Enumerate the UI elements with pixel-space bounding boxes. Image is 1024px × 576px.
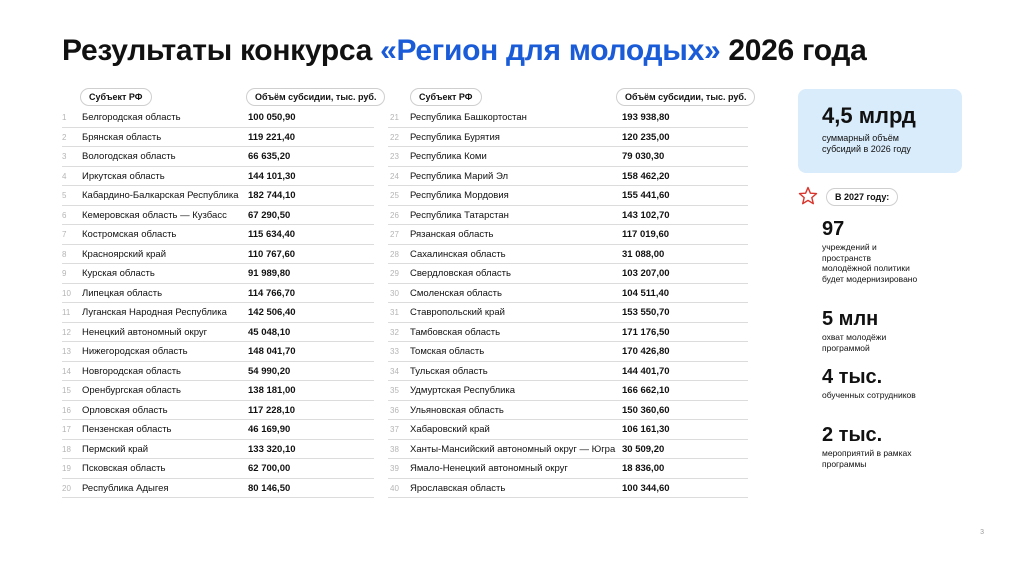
region-name: Республика Башкортостан (410, 112, 527, 123)
table-row (62, 401, 374, 421)
subsidy-amount: 142 506,40 (248, 307, 296, 318)
table-row (62, 479, 374, 499)
subsidy-amount: 138 181,00 (248, 385, 296, 396)
region-name: Белгородская область (82, 112, 181, 123)
row-number: 37 (390, 425, 399, 434)
stat-description: учреждений и пространств молодёжной политики будет модернизировано (822, 242, 918, 284)
region-name: Оренбургская область (82, 385, 181, 396)
subsidy-amount: 100 050,90 (248, 112, 296, 123)
subsidy-amount: 148 041,70 (248, 346, 296, 357)
row-number: 29 (390, 269, 399, 278)
subsidy-amount: 104 511,40 (622, 287, 670, 299)
row-number: 40 (390, 483, 399, 493)
region-name: Республика Марий Эл (410, 170, 509, 182)
row-number: 12 (62, 327, 71, 337)
row-number: 25 (390, 191, 399, 200)
table-row (62, 167, 374, 187)
row-number: 5 (62, 191, 67, 200)
table-row (388, 420, 748, 440)
subsidy-amount: 66 635,20 (248, 151, 291, 162)
region-name: Томская область (410, 346, 485, 357)
row-number: 4 (62, 171, 67, 181)
row-number: 16 (62, 405, 71, 415)
region-name: Ханты-Мансийский автономный округ — Югра (410, 443, 616, 455)
subsidy-amount: 158 462,20 (622, 170, 670, 182)
region-name: Республика Бурятия (410, 131, 500, 143)
row-number: 27 (390, 230, 399, 239)
row-number: 24 (390, 171, 399, 181)
table-row (388, 167, 748, 187)
region-name: Удмуртская Республика (410, 385, 516, 396)
region-name: Брянская область (82, 131, 162, 143)
row-number: 21 (390, 113, 399, 122)
region-name: Пермский край (82, 443, 149, 455)
region-name: Костромская область (82, 229, 177, 240)
row-number: 35 (390, 386, 399, 395)
region-name: Ставропольский край (410, 307, 505, 318)
table-row (62, 128, 374, 148)
subsidy-amount: 155 441,60 (622, 190, 670, 201)
table-row (62, 303, 374, 323)
table-row (62, 381, 374, 401)
row-number: 28 (390, 249, 399, 259)
row-number: 26 (390, 210, 399, 220)
table-row (388, 323, 748, 343)
row-number: 17 (62, 425, 71, 434)
row-number: 9 (62, 269, 67, 278)
table-row (62, 284, 374, 304)
table-row (388, 303, 748, 323)
table-row (388, 225, 748, 245)
region-name: Ямало-Ненецкий автономный округ (410, 463, 568, 474)
row-number: 14 (62, 366, 71, 376)
table-row (388, 401, 748, 421)
subsidy-amount: 119 221,40 (248, 131, 296, 143)
region-name: Хабаровский край (410, 424, 490, 435)
subsidy-amount: 117 019,60 (622, 229, 670, 240)
title-part1: Результаты конкурса (62, 34, 381, 67)
column-header-region: Субъект РФ (80, 88, 152, 106)
page-title (62, 34, 867, 68)
row-number: 36 (390, 405, 399, 415)
table-row (388, 147, 748, 167)
region-name: Псковская область (82, 463, 166, 474)
subsidy-amount: 103 207,00 (622, 268, 670, 279)
subsidy-amount: 31 088,00 (622, 248, 665, 260)
region-name: Кемеровская область — Кузбасс (82, 209, 227, 221)
region-name: Луганская Народная Республика (82, 307, 227, 318)
table-row (388, 108, 748, 128)
region-name: Нижегородская область (82, 346, 188, 357)
summary-value: 4,5 млрд (822, 103, 916, 128)
region-name: Ярославская область (410, 482, 506, 494)
subsidy-amount: 133 320,10 (248, 443, 296, 455)
table-row (62, 342, 374, 362)
region-name: Красноярский край (82, 248, 166, 260)
row-number: 3 (62, 152, 67, 161)
region-name: Смоленская область (410, 287, 502, 299)
stat-description: мероприятий в рамках программы (822, 448, 912, 469)
subsidy-amount: 193 938,80 (622, 112, 670, 123)
region-name: Рязанская область (410, 229, 494, 240)
subsidy-amount: 143 102,70 (622, 209, 670, 221)
region-name: Тульская область (410, 365, 488, 377)
table-header (388, 88, 748, 106)
row-number: 13 (62, 347, 71, 356)
subsidy-amount: 91 989,80 (248, 268, 291, 279)
table-row (388, 206, 748, 226)
row-number: 7 (62, 230, 67, 239)
row-number: 11 (62, 308, 71, 317)
region-name: Республика Адыгея (82, 482, 169, 494)
region-name: Курская область (82, 268, 155, 279)
subsidy-amount: 120 235,00 (622, 131, 670, 143)
table-row (388, 264, 748, 284)
row-number: 31 (390, 308, 399, 317)
region-name: Липецкая область (82, 287, 163, 299)
table-row (388, 128, 748, 148)
stat-facilities (822, 218, 922, 284)
subsidy-amount: 45 048,10 (248, 326, 291, 338)
table-row (388, 342, 748, 362)
subsidy-amount: 46 169,90 (248, 424, 291, 435)
subsidy-amount: 67 290,50 (248, 209, 291, 221)
table-row (62, 225, 374, 245)
subsidy-amount: 110 767,60 (248, 248, 296, 260)
table-row (388, 245, 748, 265)
region-name: Республика Коми (410, 151, 487, 162)
table-row (388, 479, 748, 499)
subsidy-amount: 166 662,10 (622, 385, 670, 396)
subsidy-amount: 171 176,50 (622, 326, 670, 338)
row-number: 18 (62, 444, 71, 454)
table-header (62, 88, 377, 106)
table-row (62, 147, 374, 167)
stat-value: 4 тыс. (822, 366, 883, 388)
region-name: Новгородская область (82, 365, 181, 377)
row-number: 8 (62, 249, 67, 259)
subsidy-amount: 150 360,60 (622, 404, 670, 416)
table-row (388, 381, 748, 401)
region-name: Республика Мордовия (410, 190, 509, 201)
table-row (62, 245, 374, 265)
row-number: 2 (62, 132, 67, 142)
row-number: 34 (390, 366, 399, 376)
page-number: 3 (980, 529, 984, 536)
row-number: 15 (62, 386, 71, 395)
row-number: 23 (390, 152, 399, 161)
column-header-amount: Объём субсидии, тыс. руб. (616, 88, 755, 106)
title-accent: «Регион для молодых» (380, 34, 721, 67)
year-2027-badge: В 2027 году: (826, 188, 898, 206)
title-part2: 2026 года (720, 34, 867, 67)
subsidy-amount: 144 401,70 (622, 365, 670, 377)
subsidy-amount: 117 228,10 (248, 404, 296, 416)
row-number: 6 (62, 210, 67, 220)
stat-trained-staff (822, 366, 922, 401)
subsidy-table-right (388, 88, 748, 498)
row-number: 38 (390, 444, 399, 454)
stat-value: 2 тыс. (822, 424, 883, 446)
row-number: 32 (390, 327, 399, 337)
stat-value: 5 млн (822, 308, 879, 330)
row-number: 10 (62, 288, 71, 298)
table-row (62, 108, 374, 128)
region-name: Орловская область (82, 404, 168, 416)
region-name: Тамбовская область (410, 326, 501, 338)
table-row (388, 186, 748, 206)
subsidy-amount: 170 426,80 (622, 346, 670, 357)
summary-description: суммарный объём субсидий в 2026 году (822, 133, 911, 154)
subsidy-amount: 106 161,30 (622, 424, 670, 435)
region-name: Сахалинская область (410, 248, 506, 260)
table-row (62, 440, 374, 460)
table-row (62, 459, 374, 479)
table-row (388, 459, 748, 479)
subsidy-amount: 182 744,10 (248, 190, 296, 201)
stat-events (822, 424, 922, 469)
subsidy-amount: 100 344,60 (622, 482, 670, 494)
stat-description: обученных сотрудников (822, 390, 916, 400)
subsidy-amount: 115 634,40 (248, 229, 296, 240)
subsidy-amount: 62 700,00 (248, 463, 291, 474)
subsidy-table-left (62, 88, 377, 498)
subsidy-amount: 114 766,70 (248, 287, 296, 299)
subsidy-amount: 80 146,50 (248, 482, 291, 494)
row-number: 19 (62, 464, 71, 473)
subsidy-amount: 54 990,20 (248, 365, 291, 377)
summary-card (798, 89, 962, 173)
star-icon (798, 186, 818, 206)
region-name: Республика Татарстан (410, 209, 509, 221)
region-name: Пензенская область (82, 424, 172, 435)
table-row (62, 206, 374, 226)
table-rows (388, 108, 748, 498)
table-row (62, 323, 374, 343)
table-row (62, 186, 374, 206)
table-rows (62, 108, 374, 498)
region-name: Кабардино-Балкарская Республика (82, 190, 239, 201)
row-number: 39 (390, 464, 399, 473)
stat-youth-reach (822, 308, 922, 353)
table-row (62, 264, 374, 284)
region-name: Ненецкий автономный округ (82, 326, 208, 338)
region-name: Свердловская область (410, 268, 511, 279)
row-number: 22 (390, 132, 399, 142)
row-number: 20 (62, 483, 71, 493)
region-name: Ульяновская область (410, 404, 504, 416)
region-name: Иркутская область (82, 170, 165, 182)
table-row (388, 440, 748, 460)
table-row (62, 420, 374, 440)
subsidy-amount: 144 101,30 (248, 170, 296, 182)
stat-value: 97 (822, 218, 845, 240)
row-number: 30 (390, 288, 399, 298)
column-header-amount: Объём субсидии, тыс. руб. (246, 88, 385, 106)
region-name: Вологодская область (82, 151, 176, 162)
table-row (388, 362, 748, 382)
subsidy-amount: 18 836,00 (622, 463, 665, 474)
column-header-region: Субъект РФ (410, 88, 482, 106)
subsidy-amount: 79 030,30 (622, 151, 665, 162)
row-number: 1 (62, 113, 67, 122)
table-row (388, 284, 748, 304)
row-number: 33 (390, 347, 399, 356)
subsidy-amount: 153 550,70 (622, 307, 670, 318)
subsidy-amount: 30 509,20 (622, 443, 665, 455)
table-row (62, 362, 374, 382)
stat-description: охват молодёжи программой (822, 332, 887, 353)
